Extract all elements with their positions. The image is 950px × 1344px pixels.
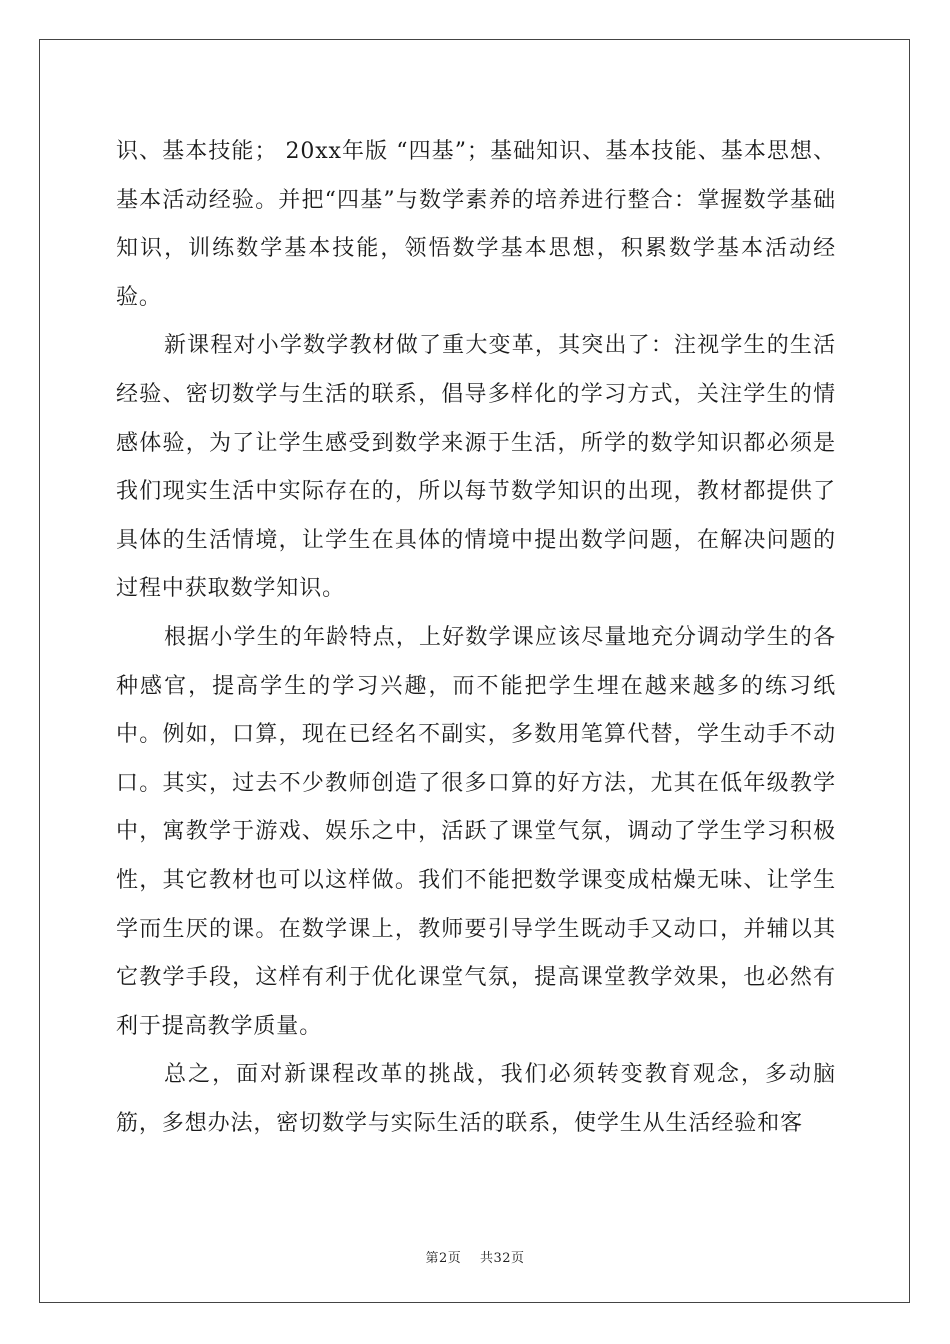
page-number: 第2页 [425,1251,462,1266]
paragraph: 总之，面对新课程改革的挑战，我们必须转变教育观念，多动脑筋，多想办法，密切数学与实际生活的联系，使学生从生活经验和客 [116,1062,836,1136]
paragraph: 新课程对小学数学教材做了重大变革，其突出了：注视学生的生活经验、密切数学与生活的联系，倡导多样化的学习方式，关注学生的情感体验，为了让学生感受到数学来源于生活，所学的数学知识都必须是我们现实生活中实际存在的，所以每节数学知识的出现，教材都提供了具体的生活情境，让学生在具体的情境中提出数学问题，在解决问题的过程中获取数学知识。 [116,333,836,602]
page-total: 共32页 [479,1251,525,1266]
page-footer [0,1247,950,1266]
document-body [116,128,836,1148]
paragraph-continuation: 识、基本技能； 20xx年版 “四基”；基础知识、基本技能、基本思想、基本活动经验。并把“四基”与数学素养的培养进行整合：掌握数学基础知识，训练数学基本技能，领悟数学基本思想，积累数学基本活动经验。 [116,139,836,310]
paragraph: 根据小学生的年龄特点，上好数学课应该尽量地充分调动学生的各种感官，提高学生的学习兴趣，而不能把学生埋在越来越多的练习纸中。例如，口算，现在已经名不副实，多数用笔算代替，学生动手不动口。其实，过去不少教师创造了很多口算的好方法，尤其在低年级教学中，寓教学于游戏、娱乐之中，活跃了课堂气氛，调动了学生学习积极性，其它教材也可以这样做。我们不能把数学课变成枯燥无味、让学生学而生厌的课。在数学课上，教师要引导学生既动手又动口，并辅以其它教学手段，这样有利于优化课堂气氛，提高课堂教学效果，也必然有利于提高教学质量。 [116,624,836,1039]
